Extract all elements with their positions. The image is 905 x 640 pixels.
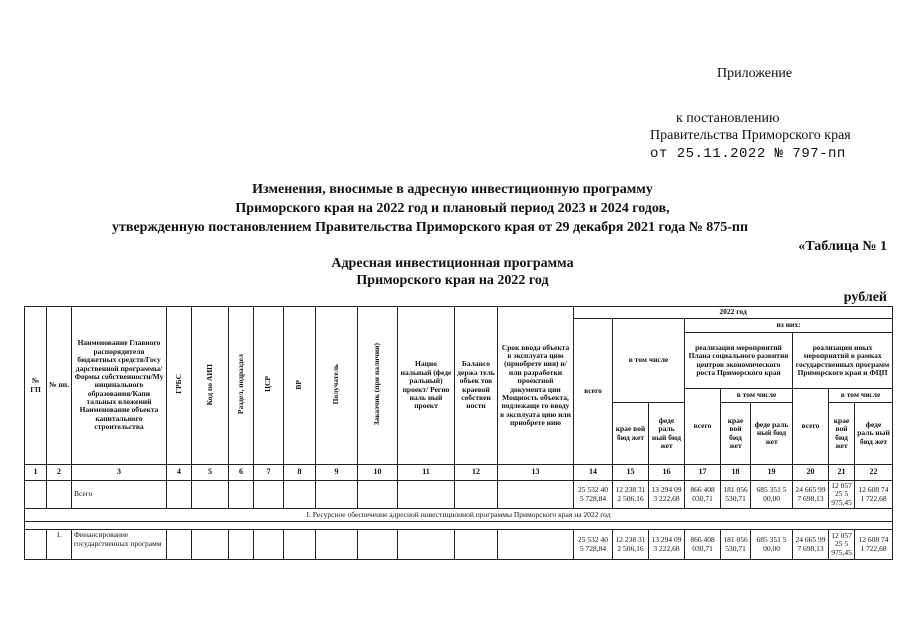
header-csr bbox=[254, 307, 284, 465]
header-of-which: из них: bbox=[685, 319, 893, 333]
table-row bbox=[25, 530, 893, 560]
column-number: 18 bbox=[721, 465, 751, 481]
column-number: 21 bbox=[829, 465, 855, 481]
total-value: 181 056 530,71 bbox=[721, 481, 751, 509]
empty-cell bbox=[358, 481, 398, 509]
header-section-text: Раздел, подраздел bbox=[235, 354, 245, 415]
resolution-line-2: Правительства Приморского края bbox=[650, 128, 851, 143]
program-title-line-2: Приморского края на 2022 год bbox=[356, 273, 549, 288]
header-other-total: всего bbox=[793, 389, 829, 465]
header-grbs bbox=[167, 307, 192, 465]
column-number: 15 bbox=[613, 465, 649, 481]
empty-cell bbox=[254, 530, 284, 560]
column-number: 9 bbox=[316, 465, 358, 481]
column-number: 8 bbox=[284, 465, 316, 481]
empty-cell bbox=[358, 530, 398, 560]
row-value: 24 665 99 7 698,13 bbox=[793, 530, 829, 560]
section-title: I. Ресурсное обеспечение адресной инвестиционной программы Приморского края на 2022 год bbox=[25, 509, 893, 522]
header-plan-including: в том числе bbox=[721, 389, 793, 403]
empty-cell bbox=[398, 481, 455, 509]
header-other-measures: реализации иных мероприятий в рамках государственных программ Приморского края и ФЦП bbox=[793, 333, 893, 389]
appendix-label: Приложение bbox=[717, 66, 793, 81]
empty-cell bbox=[192, 481, 229, 509]
empty-cell bbox=[229, 530, 254, 560]
row-value: 12 057 25 5 975,45 bbox=[829, 530, 855, 560]
column-number: 13 bbox=[498, 465, 574, 481]
row-value: 12 238 31 2 506,16 bbox=[613, 530, 649, 560]
total-value: 866 408 030,71 bbox=[685, 481, 721, 509]
column-number: 7 bbox=[254, 465, 284, 481]
table-number: «Таблица № 1 bbox=[798, 239, 887, 254]
column-number: 1 bbox=[25, 465, 47, 481]
total-value: 12 608 74 1 722,68 bbox=[855, 481, 893, 509]
total-value: 12 238 31 2 506,16 bbox=[613, 481, 649, 509]
header-regional-budget: крае вой бюд жет bbox=[613, 403, 649, 465]
total-value: 685 351 5 00,00 bbox=[751, 481, 793, 509]
column-number: 12 bbox=[455, 465, 498, 481]
row-value: 13 294 09 3 222,68 bbox=[649, 530, 685, 560]
header-customer bbox=[358, 307, 398, 465]
header-name: Наименование Главного распорядителя бюджетных средств/Госу дарственной программы/ Формы собственности/Му ниципального образования/Капи тальных вложений Наименование объекта капитального строительства bbox=[72, 307, 167, 465]
header-customer-text: Заказчик (при наличии) bbox=[372, 343, 382, 426]
header-csr-text: ЦСР bbox=[263, 376, 273, 393]
empty-cell bbox=[455, 481, 498, 509]
header-recipient bbox=[316, 307, 358, 465]
empty-cell bbox=[316, 481, 358, 509]
empty-cell bbox=[498, 530, 574, 560]
header-section bbox=[229, 307, 254, 465]
total-value: 13 294 09 3 222,68 bbox=[649, 481, 685, 509]
investment-program-table bbox=[24, 306, 893, 560]
document-title-line-1: Изменения, вносимые в адресную инвестиционную программу bbox=[252, 182, 653, 197]
resolution-line-1: к постановлению bbox=[676, 111, 780, 126]
empty-cell bbox=[192, 530, 229, 560]
header-total: всего bbox=[574, 319, 613, 465]
column-number-row bbox=[25, 465, 893, 481]
empty-cell bbox=[498, 481, 574, 509]
column-number: 19 bbox=[751, 465, 793, 481]
header-balance-holder: Балансо держа тель объек тов краевой собствен ности bbox=[455, 307, 498, 465]
table-row bbox=[25, 522, 893, 530]
program-title-line-1: Адресная инвестиционная программа bbox=[331, 256, 574, 271]
header-other-federal: феде раль ный бюд жет bbox=[855, 403, 893, 465]
row-value: 181 056 530,71 bbox=[721, 530, 751, 560]
total-row bbox=[25, 481, 893, 509]
column-number: 2 bbox=[47, 465, 72, 481]
header-grbs-text: ГРБС bbox=[173, 374, 183, 395]
section-row bbox=[25, 509, 893, 522]
column-number: 6 bbox=[229, 465, 254, 481]
header-national-project: Нацио нальный (феде ральный) проект/ Регио наль ный проект bbox=[398, 307, 455, 465]
empty-cell bbox=[398, 530, 455, 560]
total-value: 24 665 99 7 698,13 bbox=[793, 481, 829, 509]
total-gp bbox=[25, 481, 47, 509]
empty-cell bbox=[229, 481, 254, 509]
column-number: 20 bbox=[793, 465, 829, 481]
document-title-line-3: утвержденную постановлением Правительства Приморского края от 29 декабря 2021 года № 875-пп bbox=[112, 220, 749, 235]
row-value: 12 608 74 1 722,68 bbox=[855, 530, 893, 560]
column-number: 14 bbox=[574, 465, 613, 481]
column-number: 3 bbox=[72, 465, 167, 481]
header-aip-code bbox=[192, 307, 229, 465]
header-year: 2022 год bbox=[574, 307, 893, 319]
empty-cell bbox=[284, 481, 316, 509]
unit-label: рублей bbox=[843, 290, 887, 305]
header-plan-regional: крае вой бюд жет bbox=[721, 403, 751, 465]
header-plan-federal: феде раль ный бюд жет bbox=[751, 403, 793, 465]
header-aip-code-text: Код по АИП bbox=[204, 363, 214, 405]
column-number: 4 bbox=[167, 465, 192, 481]
column-number: 17 bbox=[685, 465, 721, 481]
header-term: Срок ввода объекта в эксплуата цию (приобрете ния) и/или разработки проектной документа ции Мощность объекта, подлежаще го вводу в эксплуата цию или приобрете нию bbox=[498, 307, 574, 465]
column-number: 5 bbox=[192, 465, 229, 481]
resolution-line-3: от 25.11.2022 № 797-пп bbox=[650, 146, 846, 162]
header-plan-total: всего bbox=[685, 389, 721, 465]
empty-cell bbox=[167, 481, 192, 509]
spacer-cell bbox=[25, 522, 893, 530]
column-number: 16 bbox=[649, 465, 685, 481]
row-pp: 1. bbox=[47, 530, 72, 560]
header-federal-budget: феде раль ный бюд жет bbox=[649, 403, 685, 465]
row-gp bbox=[25, 530, 47, 560]
row-value: 25 532 40 5 728,84 bbox=[574, 530, 613, 560]
column-number: 10 bbox=[358, 465, 398, 481]
header-recipient-text: Получатель bbox=[331, 364, 341, 405]
header-gp: № ГП bbox=[25, 307, 47, 465]
header-plan-centers: реализация мероприятий Плана социального развития центров экономического роста Приморского края bbox=[685, 333, 793, 389]
row-label: Финансирование государственных программ bbox=[72, 530, 167, 560]
column-number: 11 bbox=[398, 465, 455, 481]
total-label: Всего bbox=[72, 481, 167, 509]
total-value: 12 057 25 5 975,45 bbox=[829, 481, 855, 509]
column-number: 22 bbox=[855, 465, 893, 481]
header-vr-text: ВР bbox=[294, 379, 304, 390]
empty-cell bbox=[316, 530, 358, 560]
total-pp bbox=[47, 481, 72, 509]
header-pp: № пп. bbox=[47, 307, 72, 465]
document-title-line-2: Приморского края на 2022 год и плановый период 2023 и 2024 годов, bbox=[235, 201, 670, 216]
empty-cell bbox=[284, 530, 316, 560]
row-value: 866 408 030,71 bbox=[685, 530, 721, 560]
header-including: в том числе bbox=[613, 319, 685, 403]
header-vr bbox=[284, 307, 316, 465]
row-value: 685 351 5 00,00 bbox=[751, 530, 793, 560]
empty-cell bbox=[254, 481, 284, 509]
header-other-including: в том числе bbox=[829, 389, 893, 403]
empty-cell bbox=[167, 530, 192, 560]
total-value: 25 532 40 5 728,84 bbox=[574, 481, 613, 509]
empty-cell bbox=[455, 530, 498, 560]
header-other-regional: крае вой бюд жет bbox=[829, 403, 855, 465]
